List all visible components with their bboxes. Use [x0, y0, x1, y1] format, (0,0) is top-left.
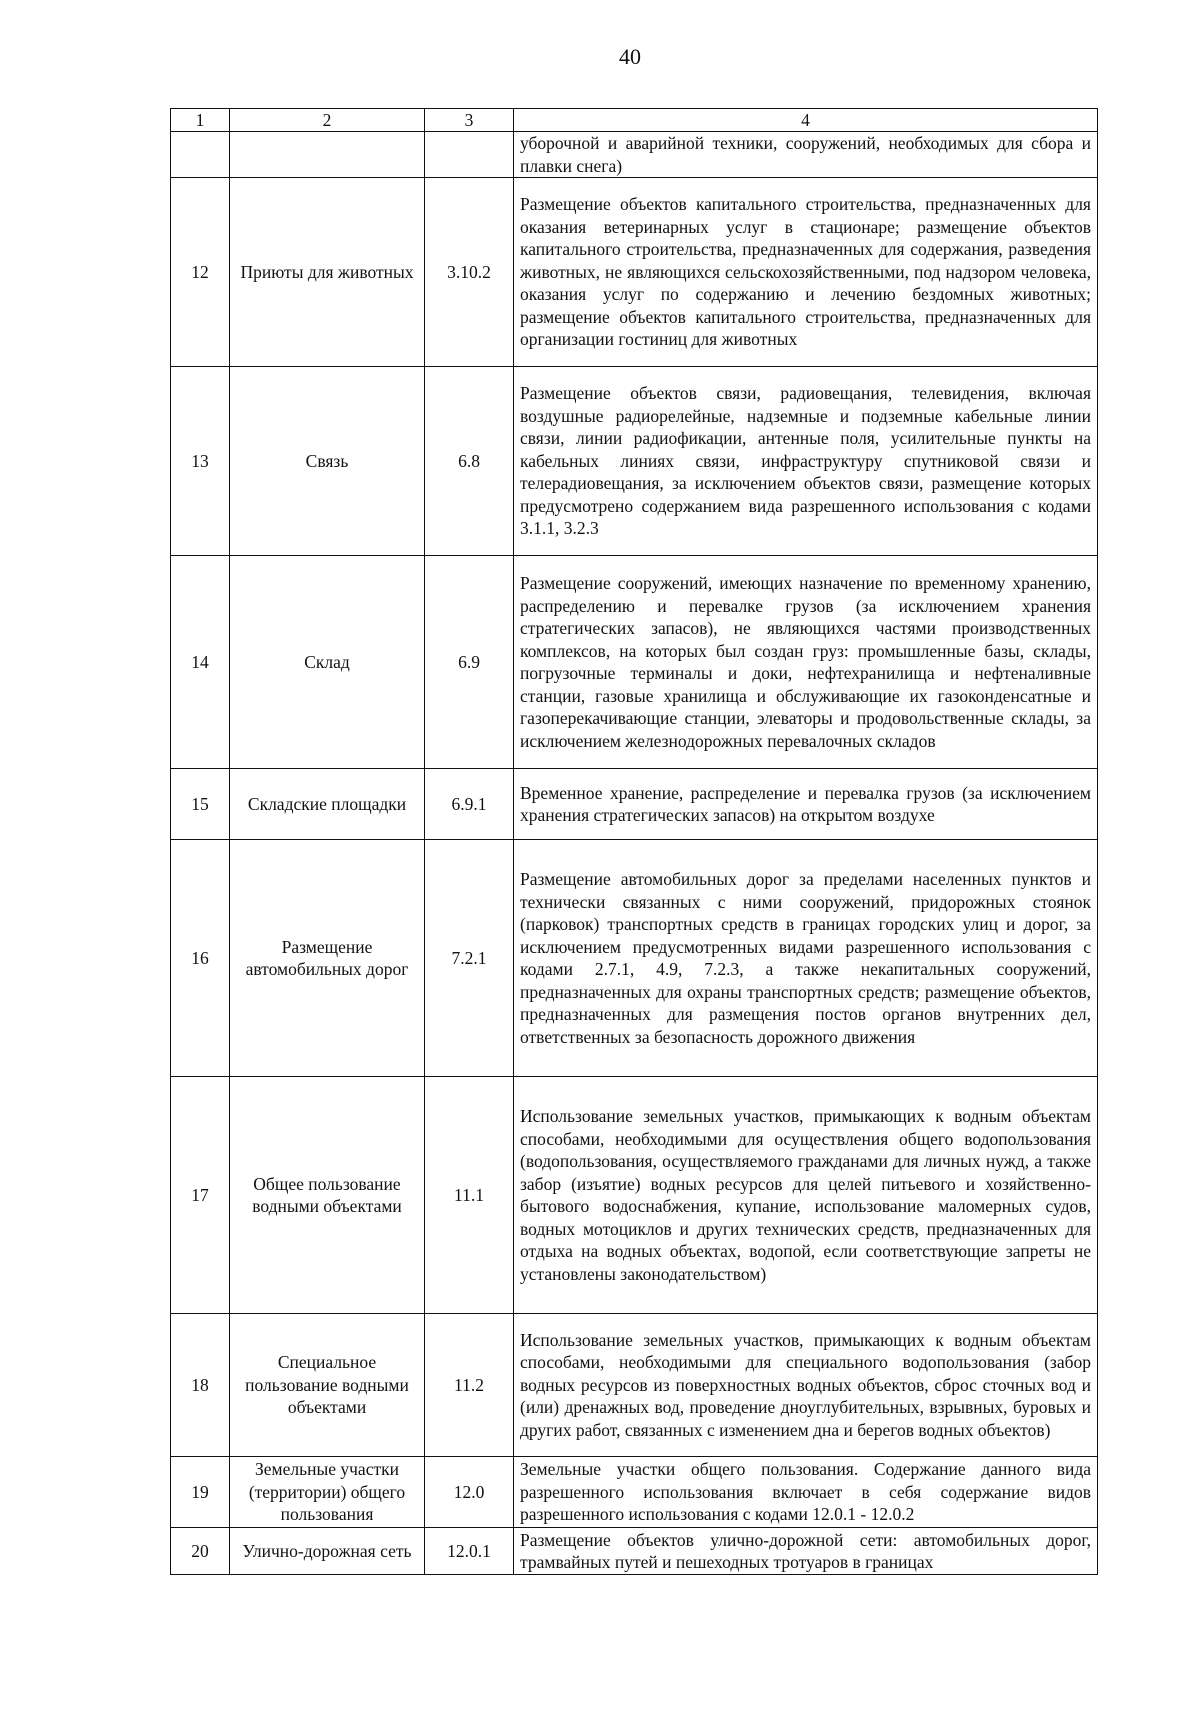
row-number: 19 — [171, 1457, 230, 1528]
row-code: 6.9.1 — [425, 769, 514, 840]
table-row — [171, 769, 1098, 840]
row-name: Приюты для животных — [230, 178, 425, 367]
row-description: Земельные участки общего пользования. Содержание данного вида разрешенного использования включает в себя содержание видов разрешенного использования с кодами 12.0.1 - 12.0.2 — [514, 1457, 1098, 1528]
row-description: Размещение объектов капитального строительства, предназначенных для оказания ветеринарных услуг в стационаре; размещение объектов капитального строительства, предназначенных для содержания, разведения животных, не являющихся сельскохозяйственными, под надзором человека, оказания услуг по содержанию и лечению бездомных животных; размещение объектов капитального строительства, предназначенных для организации гостиниц для животных — [514, 178, 1098, 367]
table-row — [171, 556, 1098, 769]
row-description: Использование земельных участков, примыкающих к водным объектам способами, необходимыми для специального водопользования (забор водных ресурсов из поверхностных водных объектов, сброс сточных вод и (или) дренажных вод, проведение дноуглубительных, взрывных, буровых и других работ, связанных с изменением дна и берегов водных объектов) — [514, 1314, 1098, 1457]
row-code: 11.1 — [425, 1077, 514, 1314]
land-use-table — [170, 108, 1098, 1575]
row-code: 12.0.1 — [425, 1528, 514, 1575]
row-name: Улично-дорожная сеть — [230, 1528, 425, 1575]
row-code: 11.2 — [425, 1314, 514, 1457]
row-description: Временное хранение, распределение и перевалка грузов (за исключением хранения стратегических запасов) на открытом воздухе — [514, 769, 1098, 840]
row-number: 16 — [171, 840, 230, 1077]
column-header-3: 3 — [425, 109, 514, 132]
table-row — [171, 178, 1098, 367]
row-number: 18 — [171, 1314, 230, 1457]
column-header-2: 2 — [230, 109, 425, 132]
column-header-4: 4 — [514, 109, 1098, 132]
table-row — [171, 1528, 1098, 1575]
row-number: 20 — [171, 1528, 230, 1575]
row-number: 15 — [171, 769, 230, 840]
row-code: 7.2.1 — [425, 840, 514, 1077]
row-name — [230, 132, 425, 178]
table-header-row — [171, 109, 1098, 132]
column-header-1: 1 — [171, 109, 230, 132]
row-code: 12.0 — [425, 1457, 514, 1528]
table-row — [171, 367, 1098, 556]
row-number: 13 — [171, 367, 230, 556]
row-name: Склад — [230, 556, 425, 769]
table-row — [171, 132, 1098, 178]
row-name: Связь — [230, 367, 425, 556]
row-number — [171, 132, 230, 178]
table-row — [171, 1457, 1098, 1528]
row-code: 6.8 — [425, 367, 514, 556]
row-name: Специальное пользование водными объектами — [230, 1314, 425, 1457]
row-number: 17 — [171, 1077, 230, 1314]
page-number: 40 — [619, 44, 641, 69]
row-name: Общее пользование водными объектами — [230, 1077, 425, 1314]
row-name: Складские площадки — [230, 769, 425, 840]
row-name: Земельные участки (территории) общего пользования — [230, 1457, 425, 1528]
row-number: 12 — [171, 178, 230, 367]
row-description: Использование земельных участков, примыкающих к водным объектам способами, необходимыми для осуществления общего водопользования (водопользования, осуществляемого гражданами для личных нужд, а также забор (изъятие) водных ресурсов для целей питьевого и хозяйственно-бытового водоснабжения, купание, использование маломерных судов, водных мотоциклов и других технических средств, предназначенных для отдыха на водных объектах, водопой, если соответствующие запреты не установлены законодательством) — [514, 1077, 1098, 1314]
row-description: Размещение сооружений, имеющих назначение по временному хранению, распределению и перевалке грузов (за исключением хранения стратегических запасов), не являющихся частями производственных комплексов, на которых был создан груз: промышленные базы, склады, погрузочные терминалы и доки, нефтехранилища и нефтеналивные станции, газовые хранилища и обслуживающие их газоконденсатные и газоперекачивающие станции, элеваторы и продовольственные склады, за исключением железнодорожных перевалочных складов — [514, 556, 1098, 769]
row-name: Размещение автомобильных дорог — [230, 840, 425, 1077]
row-description: уборочной и аварийной техники, сооружений, необходимых для сбора и плавки снега) — [514, 132, 1098, 178]
row-number: 14 — [171, 556, 230, 769]
row-description: Размещение объектов связи, радиовещания, телевидения, включая воздушные радиорелейные, надземные и подземные кабельные линии связи, линии радиофикации, антенные поля, усилительные пункты на кабельных линиях связи, инфраструктуру спутниковой связи и телерадиовещания, за исключением объектов связи, размещение которых предусмотрено содержанием вида разрешенного использования с кодами 3.1.1, 3.2.3 — [514, 367, 1098, 556]
table-row — [171, 1314, 1098, 1457]
table-row — [171, 1077, 1098, 1314]
row-code — [425, 132, 514, 178]
row-code: 3.10.2 — [425, 178, 514, 367]
row-code: 6.9 — [425, 556, 514, 769]
table-row — [171, 840, 1098, 1077]
row-description: Размещение автомобильных дорог за пределами населенных пунктов и технически связанных с ними сооружений, придорожных стоянок (парковок) транспортных средств в границах городских улиц и дорог, за исключением предусмотренных видами разрешенного использования с кодами 2.7.1, 4.9, 7.2.3, а также некапитальных сооружений, предназначенных для охраны транспортных средств; размещение объектов, предназначенных для размещения постов органов внутренних дел, ответственных за безопасность дорожного движения — [514, 840, 1098, 1077]
row-description: Размещение объектов улично-дорожной сети: автомобильных дорог, трамвайных путей и пешеходных тротуаров в границах — [514, 1528, 1098, 1575]
